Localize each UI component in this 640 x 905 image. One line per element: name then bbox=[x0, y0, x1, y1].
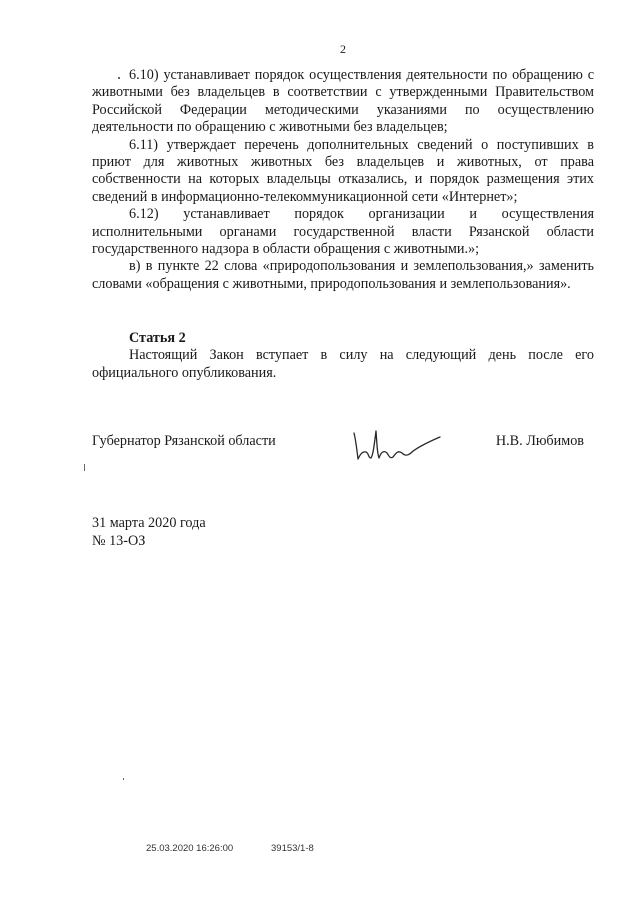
handwritten-signature-icon bbox=[350, 425, 450, 469]
law-date: 31 марта 2020 года bbox=[92, 515, 206, 531]
scan-speck bbox=[123, 778, 124, 780]
article-text: Настоящий Закон вступает в силу на следующий день после его официального опубликования. bbox=[92, 347, 594, 381]
amendments-section bbox=[92, 67, 594, 293]
footer-document-code: 39153/1-8 bbox=[271, 843, 314, 854]
law-details bbox=[92, 514, 206, 550]
page-number: 2 bbox=[340, 42, 346, 56]
governor-name: Н.В. Любимов bbox=[495, 433, 584, 449]
paragraph-6-12: 6.12) устанавливает порядок организации и осуществления исполнительными органами государственной власти Рязанской области государственного надзора в области обращения с животными.»; bbox=[92, 206, 594, 258]
footer-timestamp: 25.03.2020 16:26:00 bbox=[146, 843, 234, 854]
governor-title: Губернатор Рязанской области bbox=[92, 433, 276, 449]
paragraph-6-11: 6.11) утверждает перечень дополнительных сведений о поступивших в приют для животных животных без владельцев и животных, от права собственности на которых владельцы отказались, и порядок размещения этих сведений в информационно-телекоммуникационной сети «Интернет»; bbox=[92, 136, 594, 205]
signature-block bbox=[92, 425, 594, 475]
article-title: Статья 2 bbox=[129, 330, 186, 346]
article-2-section bbox=[92, 330, 594, 382]
scan-speck bbox=[84, 464, 85, 471]
law-number: № 13-ОЗ bbox=[92, 533, 146, 549]
paragraph-item-v: в) в пункте 22 слова «природопользования и землепользования,» заменить словами «обращения с животными, природопользования и землепользования». bbox=[92, 258, 594, 292]
paragraph-6-10: 6.10) устанавливает порядок осуществления деятельности по обращению с животными без владельцев в соответствии с утвержденными Правительством Российской Федерации методическими указаниями по осуществлению деятельности по обращению с животными без владельцев; bbox=[92, 67, 594, 136]
scan-speck bbox=[118, 77, 120, 79]
